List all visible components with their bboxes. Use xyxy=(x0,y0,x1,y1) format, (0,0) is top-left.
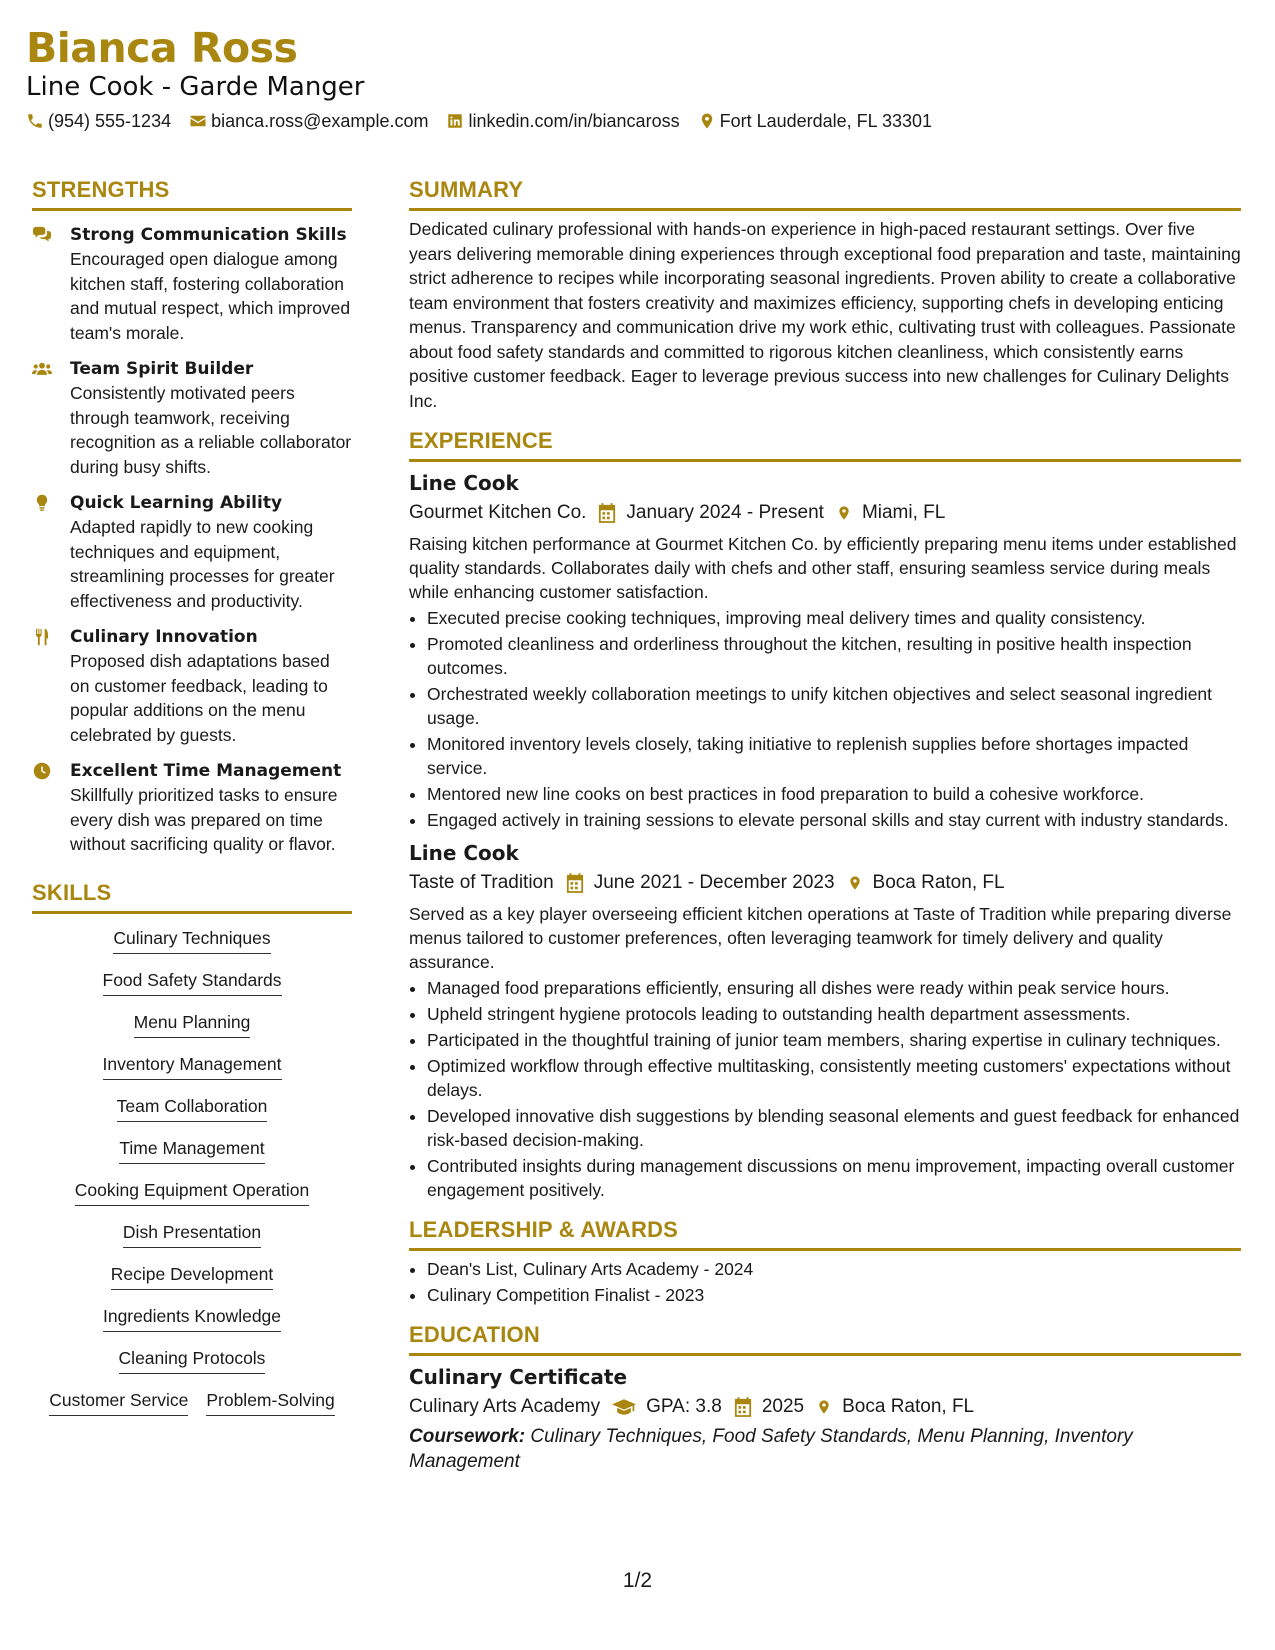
leadership-heading: LEADERSHIP & AWARDS xyxy=(409,1216,1241,1251)
page-number: 1/2 xyxy=(622,1569,653,1592)
strength-item xyxy=(32,491,352,613)
job-description: Raising kitchen performance at Gourmet Kitchen Co. by efficiently preparing menu items under established quality standards. Collaborates daily with chefs and other staff, ensuring seamless service during meals while enhancing customer satisfaction. xyxy=(409,534,1237,602)
skills-list xyxy=(32,918,352,1422)
summary-heading: SUMMARY xyxy=(409,176,1241,211)
location-pin-icon xyxy=(836,503,852,523)
candidate-name: Bianca Ross xyxy=(26,24,298,72)
degree-title: Culinary Certificate xyxy=(409,1365,628,1389)
skill-tag: Team Collaboration xyxy=(117,1094,268,1122)
skill-tag: Ingredients Knowledge xyxy=(103,1304,281,1332)
job-meta xyxy=(409,868,1241,898)
skill-tag: Culinary Techniques xyxy=(113,926,270,954)
education-year: 2025 xyxy=(761,1396,805,1417)
strength-desc: Skillfully prioritized tasks to ensure every dish was prepared on time without sacrificing quality or flavor. xyxy=(70,785,338,854)
gpa-text: GPA: 3.8 xyxy=(646,1396,722,1417)
experience-heading: EXPERIENCE xyxy=(409,427,1241,462)
job-title: Line Cook xyxy=(409,471,519,495)
skill-tag: Dish Presentation xyxy=(123,1220,261,1248)
strength-item xyxy=(32,223,352,345)
strength-title: Quick Learning Ability xyxy=(70,493,283,513)
job-meta xyxy=(409,498,1241,528)
bullet-item: • Mentored new line cooks on best practices in food preparation to build a cohesive workforce. xyxy=(427,782,1241,806)
job-entry xyxy=(409,468,1241,832)
education-heading: EDUCATION xyxy=(409,1321,1241,1356)
coursework-label: Coursework: xyxy=(409,1426,526,1447)
strength-desc: Encouraged open dialogue among kitchen staff, fostering collaboration and mutual respect, which improved team's morale. xyxy=(70,249,351,343)
award-item: • Dean's List, Culinary Arts Academy - 2024 xyxy=(427,1257,1241,1281)
bullet-item: • Optimized workflow through effective multitasking, consistently meeting customers' expectations without delays. xyxy=(427,1054,1241,1102)
skills-heading: SKILLS xyxy=(32,879,352,914)
strength-title: Excellent Time Management xyxy=(70,761,342,781)
contact-bar xyxy=(26,108,1246,134)
skill-tag: Time Management xyxy=(119,1136,264,1164)
graduation-cap-icon xyxy=(612,1397,636,1417)
calendar-icon xyxy=(598,503,616,523)
bullet-item: • Engaged actively in training sessions to elevate personal skills and stay current with industry standards. xyxy=(427,808,1241,832)
bullet-item: • Upheld stringent hygiene protocols leading to outstanding health department assessments. xyxy=(427,1002,1241,1026)
candidate-title: Line Cook - Garde Manger xyxy=(26,72,365,102)
linkedin-icon xyxy=(446,112,464,130)
left-column xyxy=(32,176,352,1422)
bullet-item: • Developed innovative dish suggestions by blending seasonal elements and guest feedback for enhanced risk-based decision-making. xyxy=(427,1104,1241,1152)
job-bullets xyxy=(409,976,1241,1202)
clock-icon xyxy=(32,762,52,780)
job-description: Served as a key player overseeing efficient kitchen operations at Taste of Tradition while preparing diverse menus tailored to customer preferences, often leveraging teamwork for timely delivery and quality assurance. xyxy=(409,904,1232,972)
envelope-icon xyxy=(189,112,207,130)
education-meta xyxy=(409,1392,1241,1422)
strength-title: Team Spirit Builder xyxy=(70,359,254,379)
location-pin-icon xyxy=(847,873,863,893)
email-text[interactable]: bianca.ross@example.com xyxy=(211,111,429,131)
strength-item xyxy=(32,357,352,479)
comments-icon xyxy=(32,226,52,244)
job-dates: June 2021 - December 2023 xyxy=(593,872,835,893)
strength-desc: Adapted rapidly to new cooking techniques and equipment, streamlining processes for greater effectiveness and productivity. xyxy=(70,517,335,611)
lightbulb-icon xyxy=(32,494,52,512)
calendar-icon xyxy=(734,1397,752,1417)
phone-icon xyxy=(26,112,44,130)
strength-desc: Consistently motivated peers through teamwork, receiving recognition as a reliable collaborator during busy shifts. xyxy=(70,383,352,477)
bullet-item: • Contributed insights during management discussions on menu improvement, impacting overall customer engagement positively. xyxy=(427,1154,1241,1202)
strength-desc: Proposed dish adaptations based on customer feedback, leading to popular additions on the menu celebrated by guests. xyxy=(70,651,330,745)
company-name: Gourmet Kitchen Co. xyxy=(409,502,587,523)
phone-text: (954) 555-1234 xyxy=(48,111,172,131)
strength-item xyxy=(32,625,352,747)
bullet-item: • Promoted cleanliness and orderliness throughout the kitchen, resulting in positive health inspection outcomes. xyxy=(427,632,1241,680)
contact-location xyxy=(698,108,932,134)
contact-phone xyxy=(26,108,171,134)
bullet-item: • Participated in the thoughtful training of junior team members, sharing expertise in culinary techniques. xyxy=(427,1028,1241,1052)
contact-linkedin[interactable] xyxy=(446,108,679,134)
school-name: Culinary Arts Academy xyxy=(409,1396,601,1417)
resume-header xyxy=(26,24,1246,134)
contact-email[interactable] xyxy=(189,108,428,134)
job-entry xyxy=(409,838,1241,1202)
skill-tag: Cooking Equipment Operation xyxy=(75,1178,309,1206)
linkedin-text[interactable]: linkedin.com/in/biancaross xyxy=(468,111,680,131)
strength-title: Culinary Innovation xyxy=(70,627,258,647)
education-entry xyxy=(409,1362,1241,1474)
location-pin-icon xyxy=(698,112,716,130)
strength-title: Strong Communication Skills xyxy=(70,225,347,245)
education-location: Boca Raton, FL xyxy=(842,1396,975,1417)
skill-tag: Inventory Management xyxy=(103,1052,282,1080)
users-icon xyxy=(32,360,52,378)
skill-tag: Menu Planning xyxy=(134,1010,251,1038)
job-location: Boca Raton, FL xyxy=(872,872,1005,893)
strengths-heading: STRENGTHS xyxy=(32,176,352,211)
skill-tag: Problem-Solving xyxy=(206,1388,334,1416)
skill-tag: Customer Service xyxy=(49,1388,188,1416)
company-name: Taste of Tradition xyxy=(409,872,554,893)
bullet-item: • Managed food preparations efficiently, ensuring all dishes were ready within peak service hours. xyxy=(427,976,1241,1000)
leadership-list xyxy=(409,1257,1241,1307)
skill-tag: Recipe Development xyxy=(111,1262,273,1290)
job-title: Line Cook xyxy=(409,841,519,865)
strength-item xyxy=(32,759,352,857)
bullet-item: • Orchestrated weekly collaboration meetings to unify kitchen objectives and select seasonal ingredient usage. xyxy=(427,682,1241,730)
right-column xyxy=(409,176,1241,1474)
coursework xyxy=(409,1424,1241,1474)
location-pin-icon xyxy=(816,1397,832,1417)
utensils-icon xyxy=(32,628,52,646)
coursework-text: Culinary Techniques, Food Safety Standards, Menu Planning, Inventory Management xyxy=(409,1426,1133,1472)
job-bullets xyxy=(409,606,1241,832)
skill-tag: Cleaning Protocols xyxy=(119,1346,266,1374)
skill-tag: Food Safety Standards xyxy=(103,968,282,996)
bullet-item: • Executed precise cooking techniques, improving meal delivery times and quality consistency. xyxy=(427,606,1241,630)
skills-section xyxy=(32,879,352,1422)
calendar-icon xyxy=(566,873,584,893)
job-dates: January 2024 - Present xyxy=(626,502,824,523)
job-location: Miami, FL xyxy=(861,502,946,523)
summary-text: Dedicated culinary professional with hands-on experience in high-paced restaurant settings. Over five years delivering memorable dining experiences through exceptional food preparation and taste, maintaining strict adherence to recipes while incorporating seasonal ingredients. Proven ability to create a collaborative team environment that fosters creativity and maximizes efficiency, supporting chefs in developing enticing menus. Transparency and communication drive my work ethic, cultivating trust with colleagues. Passionate about food safety standards and committed to rigorous kitchen cleanliness, which consistently earns positive customer feedback. Eager to leverage previous success into new challenges for Culinary Delights Inc. xyxy=(409,219,1241,411)
bullet-item: • Monitored inventory levels closely, taking initiative to replenish supplies before shortages impacted service. xyxy=(427,732,1241,780)
award-item: • Culinary Competition Finalist - 2023 xyxy=(427,1283,1241,1307)
location-text: Fort Lauderdale, FL 33301 xyxy=(719,111,933,131)
